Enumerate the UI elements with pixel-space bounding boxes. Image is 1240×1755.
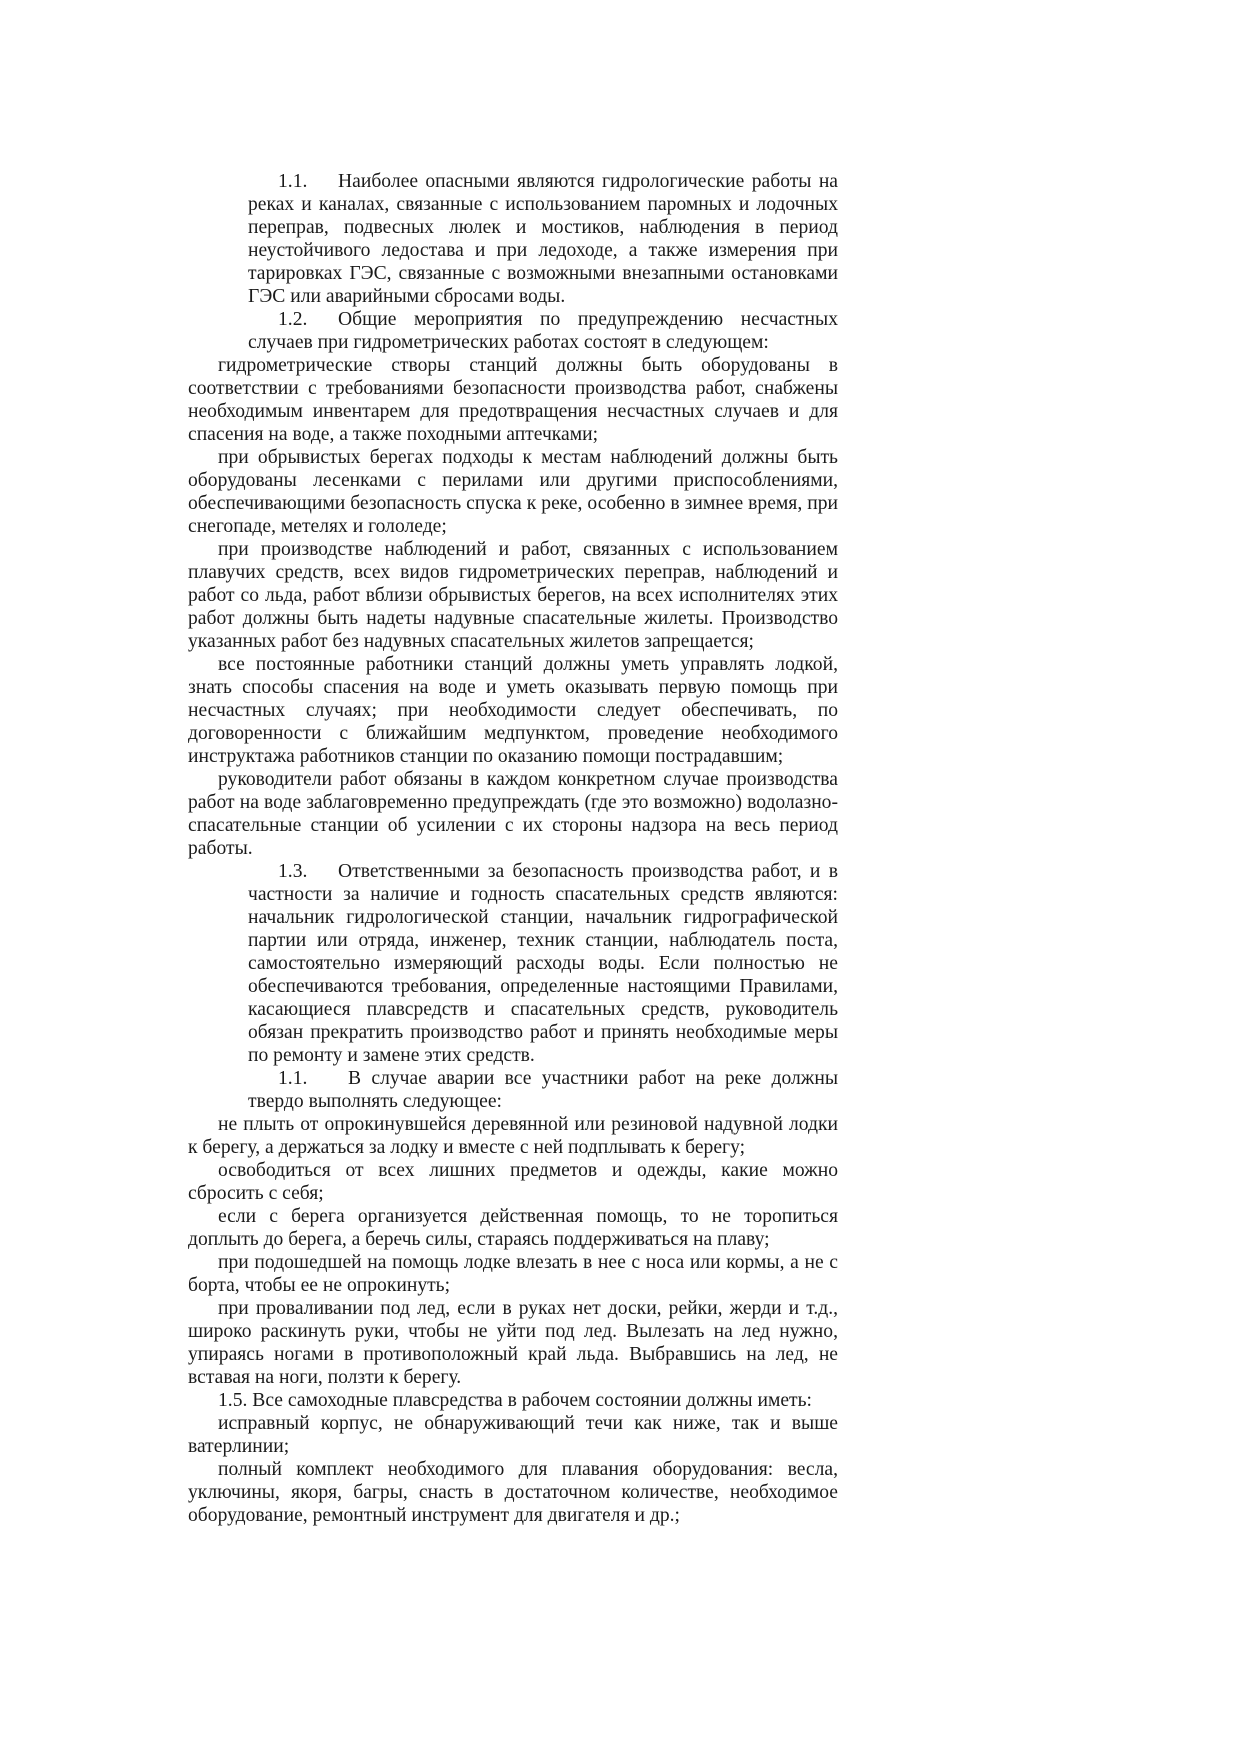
list-item: при подошедшей на помощь лодке влезать в нее с носа или кормы, а не с борта, чтобы ее не опрокинуть; — [188, 1252, 838, 1296]
list-item: при проваливании под лед, если в руках нет доски, рейки, жерди и т.д., широко раскинуть руки, чтобы не уйти под лед. Вылезать на лед нужно, упираясь ногами в противоположный край льда. Выбравшись на лед, не вставая на ноги, ползти к берегу. — [188, 1298, 838, 1388]
list-item: все постоянные работники станций должны уметь управлять лодкой, знать способы спасения на воде и уметь оказывать первую помощь при несчастных случаях; при необходимости следует обеспечивать, по договоренности с ближайшим медпунктом, проведение необходимого инструктажа работников станции по оказанию помощи пострадавшим; — [188, 654, 838, 767]
list-item: при обрывистых берегах подходы к местам наблюдений должны быть оборудованы лесенками с перилами или другими приспособлениями, обеспечивающими безопасность спуска к реке, особенно в зимнее время, при снегопаде, метелях и гололеде; — [188, 447, 838, 537]
section-1-5: 1.5. Все самоходные плавсредства в рабочем состоянии должны иметь: — [218, 1390, 812, 1411]
section-number: 1.1. — [278, 1068, 308, 1089]
section-text: Наиболее опасными являются гидрологические работы на реках и каналах, связанные с использованием паромных и лодочных переправ, подвесных люлек и мостиков, наблюдения в период неустойчивого ледостава и при ледоходе, а также измерения при тарировках ГЭС, связанные с возможными внезапными остановками ГЭС или аварийными сбросами воды. — [248, 171, 838, 307]
list-item: руководители работ обязаны в каждом конкретном случае производства работ на воде заблаговременно предупреждать (где это возможно) водолазно-спасательные станции об усилении с их стороны надзора на весь период работы. — [188, 769, 838, 859]
list-item: исправный корпус, не обнаруживающий течи как ниже, так и выше ватерлинии; — [188, 1413, 838, 1457]
list-item: при производстве наблюдений и работ, связанных с использованием плавучих средств, всех видов гидрометрических переправ, наблюдений и работ со льда, работ вблизи обрывистых берегов, на всех исполнителях этих работ должны быть надеты надувные спасательные жилеты. Производство указанных работ без надувных спасательных жилетов запрещается; — [188, 539, 838, 652]
section-number: 1.3. — [278, 861, 308, 882]
list-item: гидрометрические створы станций должны быть оборудованы в соответствии с требованиями безопасности производства работ, снабжены необходимым инвентарем для предотвращения несчастных случаев и для спасения на воде, а также походными аптечками; — [188, 355, 838, 445]
section-number: 1.1. — [278, 171, 308, 192]
document-body — [188, 170, 838, 1527]
list-item: не плыть от опрокинувшейся деревянной или резиновой надувной лодки к берегу, а держаться за лодку и вместе с ней подплывать к берегу; — [188, 1114, 838, 1158]
section-text: В случае аварии все участники работ на реке должны твердо выполнять следующее: — [248, 1068, 838, 1112]
section-1-1 — [188, 170, 838, 308]
section-1-3 — [188, 860, 838, 1067]
section-text: Общие мероприятия по предупреждению несчастных случаев при гидрометрических работах состоят в следующем: — [248, 309, 838, 353]
section-text: Ответственными за безопасность производства работ, и в частности за наличие и годность спасательных средств являются: начальник гидрологической станции, начальник гидрографической партии или отряда, инженер, техник станции, наблюдатель поста, самостоятельно измеряющий расходы воды. Если полностью не обеспечиваются требования, определенные настоящими Правилами, касающиеся плавсредств и спасательных средств, руководитель обязан прекратить производство работ и принять необходимые меры по ремонту и замене этих средств. — [248, 861, 838, 1066]
section-1-2 — [188, 308, 838, 354]
section-number: 1.2. — [278, 309, 308, 330]
list-item: полный комплект необходимого для плавания оборудования: весла, уключины, якоря, багры, снасть в достаточном количестве, необходимое оборудование, ремонтный инструмент для двигателя и др.; — [188, 1459, 838, 1526]
section-1-1-accident — [188, 1067, 838, 1113]
list-item: если с берега организуется действенная помощь, то не торопиться доплыть до берега, а беречь силы, стараясь поддерживаться на плаву; — [188, 1206, 838, 1250]
list-item: освободиться от всех лишних предметов и одежды, какие можно сбросить с себя; — [188, 1160, 838, 1204]
